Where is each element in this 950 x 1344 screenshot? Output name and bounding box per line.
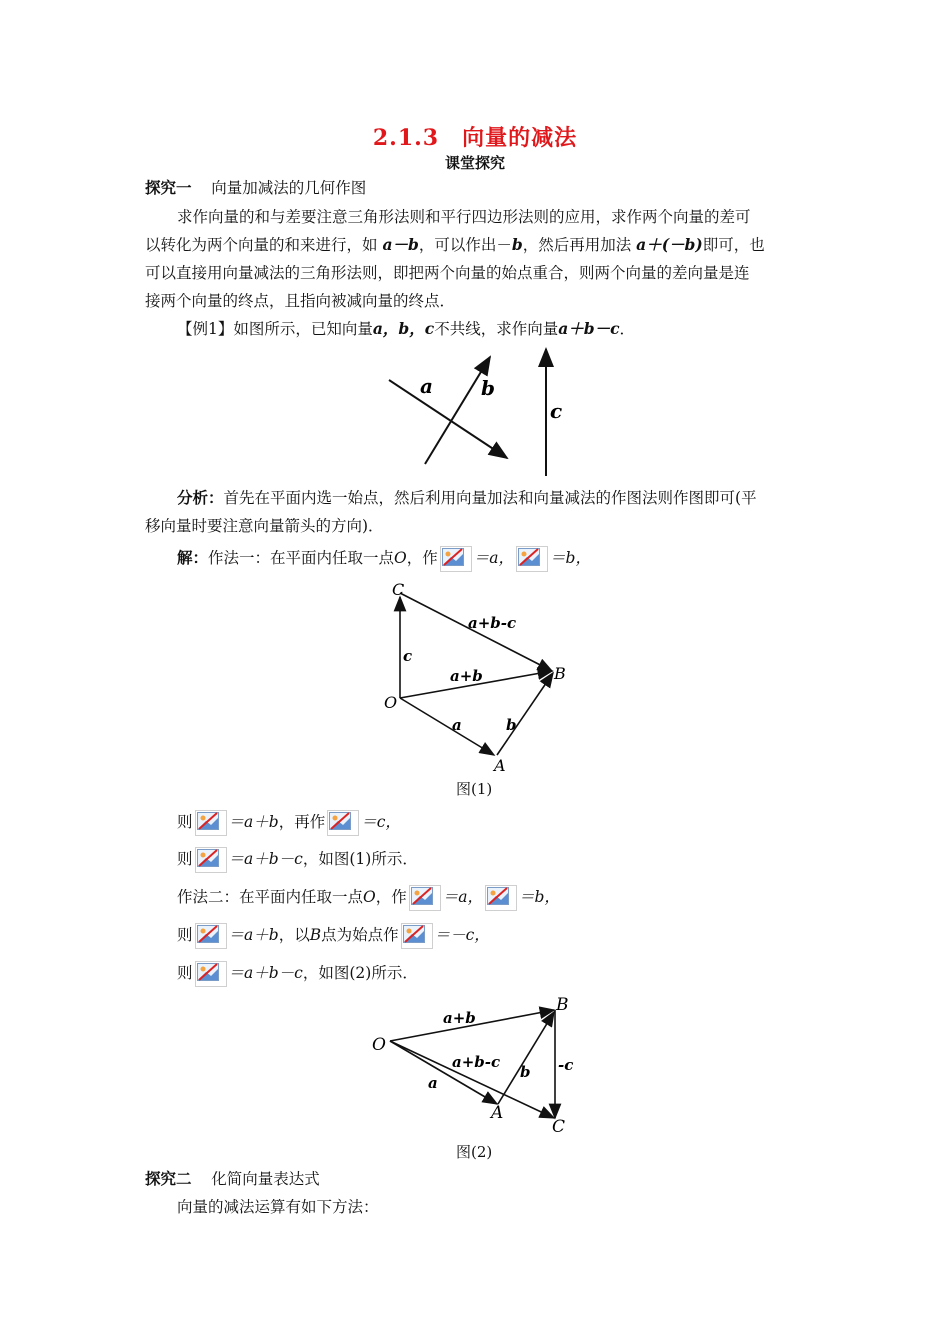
point-C: C [392,580,405,599]
math-eq-apbmc: ＝a＋b－c [228,964,303,982]
ze: 则 [177,850,193,868]
B-start: 点为始点作 [321,926,399,944]
para-line-1: 求作向量的和与差要注意三角形法则和平行四边形法则的应用，求作两个向量的差可 [177,208,751,226]
broken-image-icon [195,923,227,949]
math-apbmc: a＋b－c [558,319,620,338]
broken-image-icon [327,810,359,836]
analysis-line-1 [177,488,757,508]
math-a-minus-b: a－b [382,235,419,254]
step-line-2 [177,847,418,873]
label-b: b [506,716,517,734]
figure-2-caption: 图(2) [456,1143,493,1161]
yi-B: ，以 [278,926,310,944]
para-line-2 [145,235,765,255]
section2-heading-row [145,1169,320,1189]
math-eq-neg-c: ＝－c， [434,926,490,944]
broken-image-icon [485,885,517,911]
math-O: O [394,549,407,567]
example-mid: 不共线，求作向量 [434,320,559,338]
zai-zuo: ，再作 [278,813,326,831]
ze: 则 [177,926,193,944]
solution-zuo: ，作 [375,888,407,906]
solution-text: 作法一：在平面内任取一点 [208,549,395,567]
broken-image-icon [401,923,433,949]
math-b: b [511,235,523,254]
page-subtitle: 课堂探究 [444,154,505,172]
label-neg-c: -c [558,1056,574,1074]
section2-para: 向量的减法运算有如下方法： [177,1198,379,1216]
label-a-plus-b-minus-c: a+b-c [452,1053,501,1071]
math-eq-b: ＝b， [519,888,560,906]
page-title: 2.1.3 向量的减法 [372,125,578,151]
vector-AB [497,673,553,755]
math-eq-apbmc: ＝a＋b－c [228,850,303,868]
ze: 则 [177,964,193,982]
section2-heading-text: 化简向量表达式 [211,1170,320,1188]
para-line-2-mid: ，可以作出－ [418,236,512,254]
label-b: b [520,1063,531,1081]
broken-image-icon [440,546,472,572]
math-eq-b: ＝b， [550,549,591,567]
math-eq-a: ＝a， [442,888,483,906]
para-line-2-end: 即可，也 [702,236,765,254]
ze: 则 [177,813,193,831]
solution-line-1 [177,546,591,572]
label-a: a [420,374,433,398]
analysis-line-2: 移向量时要注意向量箭头的方向)． [145,517,384,535]
point-B: B [556,995,569,1015]
math-eq-apb: ＝a＋b [228,926,279,944]
label-a: a [428,1074,438,1092]
example-text: 【例1】如图所示，已知向量 [177,320,373,338]
broken-image-icon [409,885,441,911]
para-line-2-tail: ，然后再用加法 [522,236,632,254]
broken-image-icon [516,546,548,572]
para-line-2-start: 以转化为两个向量的和来进行，如 [145,236,378,254]
point-B: B [554,664,566,683]
section2-heading: 探究二 [145,1169,192,1188]
step-line-4 [177,961,418,987]
section1-heading-row [145,178,366,198]
label-c: c [550,399,563,423]
math-eq-c: ＝c， [361,813,401,831]
math-eq-apb: ＝a＋b [228,813,279,831]
math-B: B [309,926,322,944]
broken-image-icon [195,961,227,987]
point-A: A [491,1103,504,1123]
figure-1 [380,575,580,775]
solution-zuo: ，作 [406,549,438,567]
figure-1-caption: 图(1) [456,780,493,798]
section1-heading: 探究一 [145,178,192,197]
label-b: b [481,376,495,400]
vector-OA [400,698,494,755]
point-O: O [372,1035,386,1055]
step-line-3 [177,923,490,949]
label-a-plus-b: a+b [450,667,483,685]
label-a: a [452,716,462,734]
section1-heading-text: 向量加减法的几何作图 [211,179,367,197]
point-C: C [552,1117,566,1137]
vector-AB [498,1012,554,1104]
label-a-plus-b-minus-c: a+b-c [468,614,517,632]
analysis-text-1: 首先在平面内选一始点，然后利用向量加法和向量减法的作图法则作图即可(平 [223,489,757,507]
example-line: 【例1】如图所示，已知向量a，b，c不共线，求作向量a＋b－c． [177,319,636,338]
ru-tu-2: ，如图(2)所示． [302,964,418,982]
analysis-label: 分析： [177,488,224,507]
broken-image-icon [195,810,227,836]
figure-2 [368,990,588,1140]
figure-vectors-abc [380,345,570,480]
math-a-plus-neg-b: a＋(－b) [636,235,703,254]
para-line-4: 接两个向量的终点，且指向被减向量的终点． [145,292,456,310]
vector-CB [400,593,552,671]
math-eq-a: ＝a， [473,549,515,567]
point-O: O [384,693,398,712]
solution-label: 解： [177,548,209,567]
method2-line [177,885,560,911]
method2-text: 作法二：在平面内任取一点 [177,888,364,906]
broken-image-icon [195,847,227,873]
math-abc: a，b，c [372,319,435,338]
para-line-3: 可以直接用向量减法的三角形法则，即把两个向量的始点重合，则两个向量的差向量是连 [145,264,750,282]
math-O: O [363,888,376,906]
vector-OA [390,1041,497,1104]
label-c: c [403,647,413,665]
label-a-plus-b: a+b [443,1009,476,1027]
point-A: A [494,756,506,775]
step-line-1 [177,810,401,836]
ru-tu-1: ，如图(1)所示． [302,850,418,868]
